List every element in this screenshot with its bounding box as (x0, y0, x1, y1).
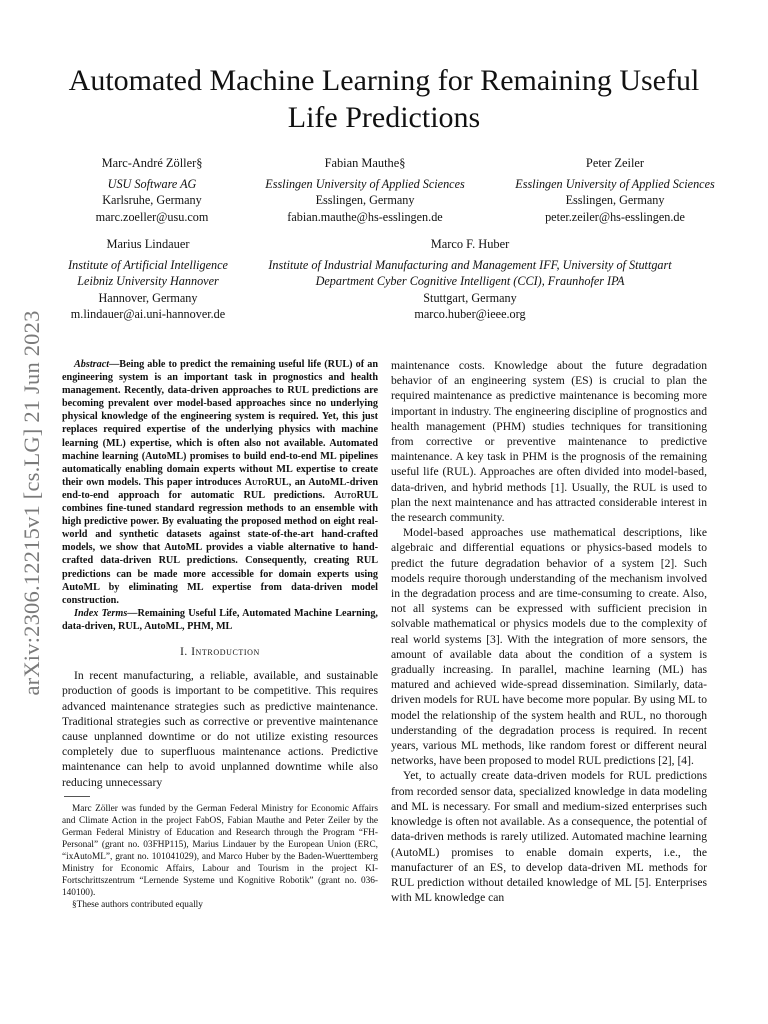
right-paragraph-2: Model-based approaches use mathematical descriptions, like algebraic and differential equations or physics-based models to predict the future degradation behavior of a system [2]. Such models require thorough understanding of the mechanism involved in the degradation process and are time-consuming to create. Also, not all systems can be expressed with sufficient precision in solvable mathematical or physics models due to the complexity of real world systems [3]. With the integration of more sensors, the amount of available data about the condition of a system is gradually increasing. In parallel, machine learning (ML) has matured and achieved wide-spread dissemination. Similarly, data-driven models for RUL have become more popular. By using ML to model the relationship of the system health and RUL, no thorough understanding of the degradation process is required. In recent years, various ML methods, like random forest or different neural networks, have been proposed to model RUL predictions [2], [4]. (391, 526, 707, 768)
author-block-huber (248, 236, 692, 323)
author-name: Marius Lindauer (106, 237, 190, 251)
author-block-mauthe (240, 155, 490, 225)
author-affiliation-2: Leibniz University Hannover (77, 274, 219, 289)
author-affiliation: Esslingen University of Applied Sciences (265, 176, 465, 191)
intro-paragraph-1: In recent manufacturing, a reliable, available, and sustainable production of goods is important to be competitive. This requires advanced maintenance strategies such as predictive maintenance. Traditional strategies such as corrective or preventive maintenance cause unplanned downtime or do not utilize existing resources completely due to superfluous maintenance actions. Predictive maintenance can help to avoid unplanned downtime while also reducing unnecessary (62, 669, 378, 789)
autorul-name: AutoRUL (244, 476, 289, 488)
author-name: Peter Zeiler (585, 156, 645, 170)
abstract: Abstract—Being able to predict the remaining useful life (RUL) of an engineering system is an important task in prognostics and health management. Recently, data-driven approaches to RUL predictions are becoming prevalent over model-based approaches since no underlying physical knowledge of the engineering system is required. Yet, this just replaces required expertise of the underlying physics with machine learning (ML) expertise, which is often also not available. Automated machine learning (AutoML) promises to build end-to-end ML pipelines automatically enabling domain experts without ML expertise to create their own models. This paper introduces AutoRUL, an AutoML-driven end-to-end approach for automatic RUL predictions. AutoRUL combines fine-tuned standard regression methods to an ensemble with high predictive power. By evaluating the proposed method on eight real-world and synthetic datasets against state-of-the-art hand-crafted models, we show that AutoML provides a viable alternative to hand-crafted data-driven RUL predictions. Consequently, creating RUL predictions can be made more accessible for domain experts using AutoML by eliminating ML expertise from data-driven model construction. (62, 359, 378, 606)
author-affiliation: Institute of Industrial Manufacturing and Management IFF, University of Stuttgart (268, 257, 672, 272)
author-affiliation: Institute of Artificial Intelligence (68, 257, 228, 272)
arxiv-identifier (14, 278, 50, 728)
author-location: Karlsruhe, Germany (102, 193, 202, 208)
footnote-funding: Marc Zöller was funded by the German Federal Ministry for Economic Affairs and Climate Action in the project FabOS, Fabian Mauthe and Peter Zeiler by the German Federal Ministry of Education and Research through the Program “FH-Personal” (grant no. 03FHP115), Marius Lindauer by the European Union (ERC, “ixAutoML”, grant no. 101041029), and Marco Huber by the Baden-Wuerttemberg Ministry for Economic Affairs, Labour and Tourism in the project KI-Fortschrittszentrum “Lernende Systeme und Kognitive Robotik” (grant no. 036-140100). (62, 803, 378, 898)
author-email: m.lindauer@ai.uni-hannover.de (70, 307, 226, 322)
author-email: marco.huber@ieee.org (414, 307, 526, 322)
author-name: Marco F. Huber (430, 237, 510, 251)
author-name: Fabian Mauthe§ (324, 156, 406, 170)
author-location: Esslingen, Germany (315, 193, 415, 208)
author-name: Marc-André Zöller§ (101, 156, 203, 170)
author-affiliation: USU Software AG (107, 176, 197, 191)
author-location: Esslingen, Germany (565, 193, 665, 208)
autorul-name: AutoRUL (334, 489, 378, 501)
footnote-equal-contribution: §These authors contributed equally (72, 899, 203, 910)
author-block-lindauer (58, 236, 238, 323)
right-paragraph-1: maintenance costs. Knowledge about the future degradation behavior of an engineering system (ES) is crucial to plan the required maintenance as predictive maintenance is becoming more important in industry. The engineering discipline of prognostics and health management (PHM) studies techniques for transitioning from corrective or preventive maintenance to predictive maintenance. A key task in PHM is the prognosis of the remaining useful life (RUL). Approaches are often divided into model-based, data-driven, and hybrid methods [1]. Usually, the RUL is used to plan the next maintenance and has attracted considerable interest in the research community. (391, 359, 707, 525)
author-block-zeiler (490, 155, 740, 225)
footnotes (62, 803, 378, 911)
author-email: peter.zeiler@hs-esslingen.de (545, 209, 685, 224)
author-email: fabian.mauthe@hs-esslingen.de (287, 209, 443, 224)
abstract-label: Abstract (74, 359, 110, 370)
footnote-rule (64, 796, 90, 797)
paper-title: Automated Machine Learning for Remaining Useful Life Predictions (68, 64, 700, 134)
author-affiliation: Esslingen University of Applied Sciences (515, 176, 715, 191)
index-terms: Index Terms—Remaining Useful Life, Automated Machine Learning, data-driven, RUL, AutoML, PHM, ML (62, 607, 378, 632)
section-heading-introduction: I. Introduction (180, 645, 260, 658)
arxiv-stamp-text: arXiv:2306.12215v1 [cs.LG] 21 Jun 2023 (19, 310, 44, 696)
author-location: Hannover, Germany (98, 290, 198, 305)
right-column (391, 358, 707, 905)
author-block-zoeller (62, 155, 242, 225)
author-email: marc.zoeller@usu.com (95, 209, 209, 224)
left-column (62, 358, 378, 911)
index-terms-label: Index Terms (74, 607, 128, 619)
right-paragraph-3: Yet, to actually create data-driven models for RUL predictions from recorded sensor data, specialized knowledge in data modeling and ML is necessary. For small and medium-sized enterprises such knowledge is often not available. As a consequence, the potential of data-driven methods is rarely utilized. Automated machine learning (AutoML) promises to enable domain experts, i.e., the manufacturer of an ES, to develop data-driven ML methods for RUL prediction without detailed knowledge of ML [5]. Enterprises with ML knowledge can (391, 769, 707, 905)
author-affiliation-2: Department Cyber Cognitive Intelligent (CCI), Fraunhofer IPA (315, 274, 625, 289)
author-location: Stuttgart, Germany (423, 290, 517, 305)
